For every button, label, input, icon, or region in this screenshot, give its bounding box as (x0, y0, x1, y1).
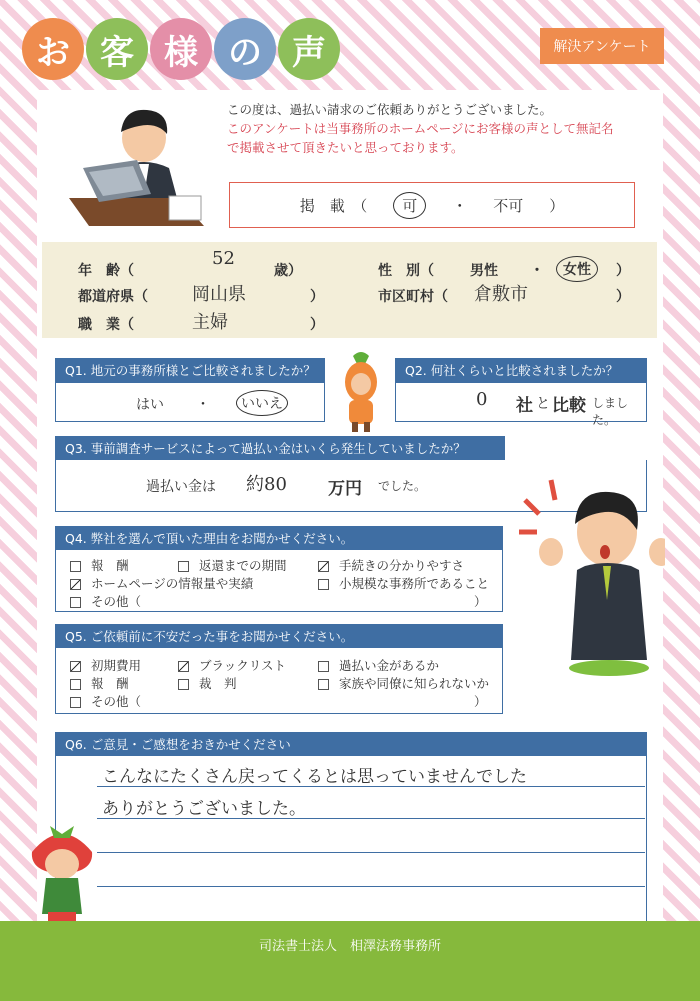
gender-label: 性 別（ (378, 263, 434, 279)
q5-question: Q5. ご依頼前に不安だった事をお聞かせください。 (55, 624, 503, 648)
checkbox-icon (178, 679, 189, 690)
intro-line-2: このアンケートは当事務所のホームページにお客様の声として無記名 (227, 121, 614, 136)
q5-option-blacklist[interactable] (178, 656, 286, 674)
prefecture-label: 都道府県（ (78, 289, 148, 305)
carrot-character-illustration (335, 348, 387, 434)
q1-question: Q1. 地元の事務所様とご比較されましたか？ (55, 358, 325, 382)
q3-prefix: 過払い金は (146, 479, 216, 495)
q6-line-1 (97, 786, 645, 787)
survey-sheet (37, 90, 663, 934)
checkbox-icon (70, 679, 81, 690)
city-value: 倉敷市 (474, 284, 528, 305)
footer-office-name: 司法書士法人 相澤法務事務所 (258, 939, 441, 954)
prefecture-value: 岡山県 (192, 284, 246, 305)
q4-option-fee-label: 報 酬 (91, 558, 129, 573)
publish-yes-circled: 可 (393, 192, 426, 219)
checkbox-icon (318, 661, 329, 672)
checked-checkbox-icon (318, 561, 329, 572)
checkbox-icon (70, 697, 81, 708)
q6-line-4 (97, 886, 645, 887)
survey-intro (227, 100, 614, 157)
city-label: 市区町村（ (378, 289, 448, 305)
publish-consent-box (229, 182, 635, 228)
q4-option-small-office-label: 小規模な事務所であること (339, 576, 490, 591)
job-value: 主婦 (192, 312, 228, 333)
q4-option-small-office[interactable] (318, 574, 489, 592)
checked-checkbox-icon (178, 661, 189, 672)
survey-tag: 解決アンケート (540, 28, 664, 64)
age-value: 52 (212, 248, 235, 269)
title-char-4: の (214, 18, 276, 80)
q5-option-family-know-label: 家族や同僚に知られないか (339, 676, 490, 691)
businessman-desk-illustration (59, 98, 209, 234)
q3-value: 約80 (246, 474, 287, 495)
gender-dot: ・ (530, 263, 544, 279)
q6-question: Q6. ご意見・ご感想をおきかせください (55, 732, 647, 756)
q5-option-other-label: その他（ (91, 694, 142, 709)
q3-suffix: でした。 (378, 479, 427, 493)
q5-option-fee[interactable] (70, 674, 129, 692)
q5-option-initial-cost-label: 初期費用 (91, 658, 142, 673)
q3-question: Q3. 事前調査サービスによって過払い金はいくら発生していましたか？ (55, 436, 505, 460)
age-unit: 歳） (274, 263, 302, 279)
q5-option-initial-cost[interactable] (70, 656, 141, 674)
job-close: ） (310, 317, 324, 333)
title-char-3: 様 (150, 18, 212, 80)
q4-option-other[interactable] (70, 592, 141, 610)
age-label: 年 齢（ (78, 263, 134, 279)
q5-option-trial-label: 裁 判 (199, 676, 237, 691)
checkbox-icon (178, 561, 189, 572)
gender-close: ） (616, 263, 630, 279)
checkbox-icon (70, 597, 81, 608)
prefecture-close: ） (310, 289, 324, 305)
q6-line-3 (97, 852, 645, 853)
q1-no-circled: いいえ (236, 390, 288, 416)
checkbox-icon (318, 679, 329, 690)
publish-dot: ・ (452, 196, 468, 215)
title-char-2: 客 (86, 18, 148, 80)
checked-checkbox-icon (70, 661, 81, 672)
q5-option-trial[interactable] (178, 674, 237, 692)
q1-answer-box (55, 382, 325, 422)
q5-option-other[interactable] (70, 692, 141, 710)
q4-options-box (55, 550, 503, 612)
publish-no: 不可 (493, 196, 524, 215)
intro-line-3: で掲載させて頂きたいと思っております。 (227, 140, 464, 155)
gender-male: 男性 (470, 263, 498, 279)
surprised-businessman-illustration (515, 470, 665, 680)
title-char-5: 声 (278, 18, 340, 80)
q2-unit-to: と (536, 396, 550, 412)
q2-unit-company: 社 (516, 396, 533, 416)
checkbox-icon (70, 561, 81, 572)
q4-other-close: ） (474, 594, 487, 609)
q4-option-fee[interactable] (70, 556, 129, 574)
q5-option-refund-exists[interactable] (318, 656, 439, 674)
q5-option-family-know[interactable] (318, 674, 489, 692)
q2-unit-compare: 比較 (552, 396, 586, 416)
profile-section (42, 242, 657, 338)
publish-close: ） (549, 196, 565, 215)
q5-option-fee-label: 報 酬 (91, 676, 129, 691)
q2-suffix: しました。 (592, 396, 629, 427)
q6-answer-line-1: こんなにたくさん戻ってくるとは思っていませんでした (102, 767, 527, 787)
q1-dot: ・ (196, 397, 210, 413)
q5-options-box (55, 648, 503, 714)
intro-line-1: この度は、過払い請求のご依頼ありがとうございました。 (227, 102, 553, 117)
q5-option-refund-exists-label: 過払い金があるか (339, 658, 440, 673)
q4-option-clarity[interactable] (318, 556, 464, 574)
q5-option-blacklist-label: ブラックリスト (199, 658, 287, 673)
q2-question: Q2. 何社くらいと比較されましたか？ (395, 358, 647, 382)
q2-value: 0 (476, 389, 488, 410)
gender-female-circled: 女性 (556, 256, 598, 282)
title-char-1: お (22, 18, 84, 80)
publish-label: 掲 載 （ (299, 196, 368, 215)
q2-answer-box (395, 382, 647, 427)
q1-yes: はい (136, 397, 164, 413)
q5-other-close: ） (474, 694, 487, 709)
q4-question: Q4. 弊社を選んで頂いた理由をお聞かせください。 (55, 526, 503, 550)
q4-option-homepage[interactable] (70, 574, 253, 592)
checked-checkbox-icon (70, 579, 81, 590)
q6-answer-line-2: ありがとうございました。 (102, 799, 306, 819)
q3-unit: 万円 (328, 479, 362, 499)
q4-option-clarity-label: 手続きの分かりやすさ (339, 558, 465, 573)
q6-answer-box (55, 756, 647, 926)
city-close: ） (616, 289, 630, 305)
q4-option-return-period-label: 返還までの期間 (199, 558, 287, 573)
job-label: 職 業（ (78, 317, 134, 333)
footer (0, 921, 700, 1001)
q6-line-2 (97, 818, 645, 819)
q4-option-return-period[interactable] (178, 556, 287, 574)
q4-option-other-label: その他（ (91, 594, 142, 609)
checkbox-icon (318, 579, 329, 590)
q4-option-homepage-label: ホームページの情報量や実績 (91, 576, 254, 591)
